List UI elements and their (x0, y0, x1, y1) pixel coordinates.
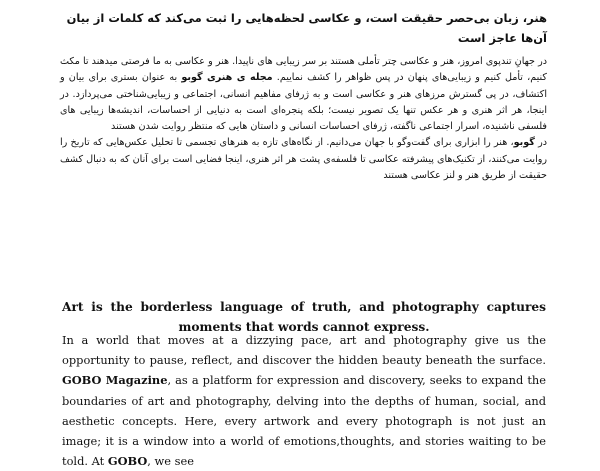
persian-p1-text-b: به عنوان بستری برای بیان و اکتشاف، در پی گسترش مرزهای هنر و عکاسی است و به ژرفای مفاهیم انسانی، اجتماعی و زیبایی‌شناختی می‌پردازد. در اینجا، هر اثر هنری و هر عکس تنها یک تصویر نیست؛ بلکه پنجره‌ای است به دنیایی از احساسات، اندیشه‌ها زیبایی های فلسفی ناشنیده، اسرار اجتماعی ناگفته، ژرفای احساسات انسانی و داستان هایی که منتظر روایت شدن هستند (60, 72, 547, 133)
persian-p1-text-a: در جهانِ تندپوی امروز، هنر و عکاسی چتر تأملی هستند بر سر زیبایی های ناپیدا. هنر و عکاسی به ما فرصتی میدهند تا مکث کنیم، تأمل کنیم و زیبایی‌های پنهان در پس ظواهر را کشف نماییم. (60, 56, 547, 84)
english-gobo-name: GOBO (107, 454, 148, 469)
english-body-text-b: , as a platform for expression and discovery, seeks to expand the boundaries of art and photography, delving into the depths of human, social, and aesthetic concepts. Here, every artwork and every photograph is not just an image; it is a window into a world of emotions,thoughts, and stories waiting to be told. At (62, 373, 546, 469)
persian-magazine-name: مجله ی هنری گوبو (181, 72, 273, 84)
persian-paragraph-1 (60, 54, 547, 135)
persian-paragraph-2 (60, 135, 547, 184)
persian-p2-text: ، هنر را ابزاری برای گفت‌وگو با جهان می‌دانیم. از نگاه‌های تازه به هنرهای تجسمی تا تحلیل عکس‌هایی که تاریخ را روایت می‌کنند، از تکنیک‌های پیشرفته عکاسی تا فلسفه‌ی پشت هر اثر هنری، اینجا فضایی است برای آنان که به دنبال کشف حقیقت از طریق هنر و لنز عکاسی هستند (60, 137, 547, 182)
english-body (62, 330, 546, 471)
persian-title: هنر، زبان بی‌حصر حقیقت است، و عکاسی لحظه‌هایی را ثبت می‌کند که کلمات از بیان آن‌ها عاجز است (66, 11, 547, 45)
persian-gobo-name: گوبو (513, 137, 535, 149)
english-body-text-a: In a world that moves at a dizzying pace, art and photography give us the opportunity to pause, reflect, and discover the hidden beauty beneath the surface. (62, 333, 546, 368)
english-magazine-name: GOBO Magazine (62, 373, 168, 388)
english-body-text-c: , we see (147, 454, 194, 469)
persian-body (60, 54, 547, 184)
persian-p2-prefix: در (538, 137, 547, 149)
english-title: Art is the borderless language of truth, and photography captures moments that words cannot express. (62, 300, 546, 334)
